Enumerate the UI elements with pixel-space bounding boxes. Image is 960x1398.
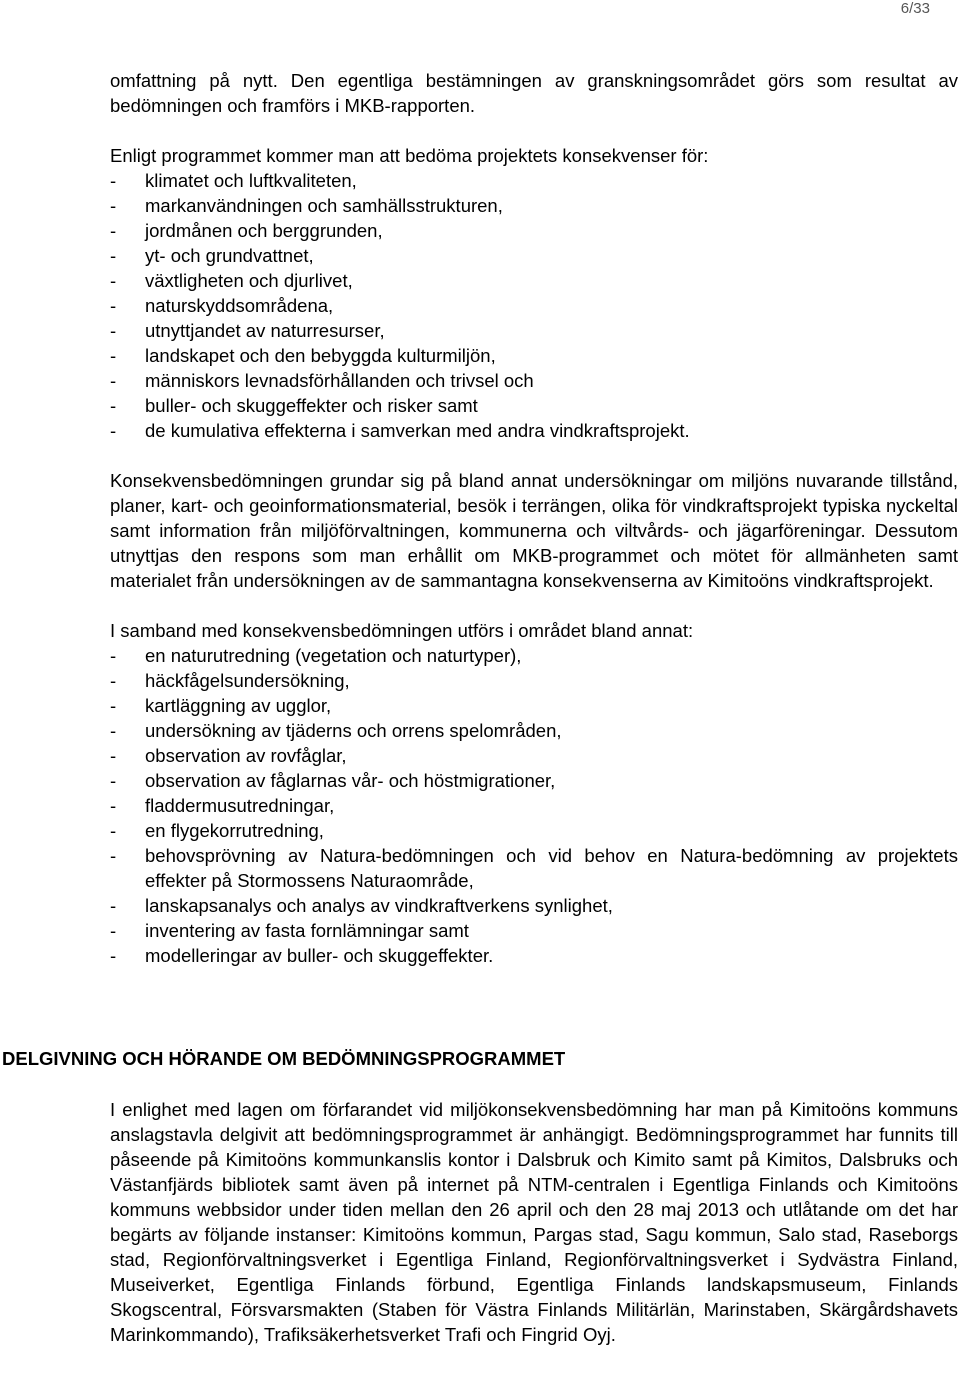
list-item: - modelleringar av buller- och skuggeffekter.: [110, 943, 958, 968]
list-item: - markanvändningen och samhällsstrukturen,: [110, 193, 958, 218]
list-item: - kartläggning av ugglor,: [110, 693, 958, 718]
studies-list: [110, 643, 958, 968]
list-item: - jordmånen och berggrunden,: [110, 218, 958, 243]
assessment-paragraph: Konsekvensbedömningen grundar sig på bland annat undersökningar om miljöns nuvarande tillstånd, planer, kart- och geoinformationsmaterial, besök i terrängen, olika för vindkraftsprojekt typiska nyckeltal samt information från miljöförvaltningen, kommunerna och viltvårds- och jägarföreningar. Dessutom utnyttjas den respons som man erhållit om MKB-programmet och mötet för allmänheten samt materialet från undersökningen av de sammantagna konsekvenserna av Kimitoöns vindkraftsprojekt.: [110, 470, 958, 591]
list-item: - klimatet och luftkvaliteten,: [110, 168, 958, 193]
intro-paragraph: omfattning på nytt. Den egentliga bestämningen av granskningsområdet görs som resultat av bedömningen och framförs i MKB-rapporten.: [110, 70, 958, 116]
list-item: - buller- och skuggeffekter och risker samt: [110, 393, 958, 418]
section-heading: DELGIVNING OCH HÖRANDE OM BEDÖMNINGSPROGRAMMET: [2, 1048, 566, 1069]
list-item: - undersökning av tjäderns och orrens spelområden,: [110, 718, 958, 743]
list-item: - inventering av fasta fornlämningar samt: [110, 918, 958, 943]
list-item: - människors levnadsförhållanden och trivsel och: [110, 368, 958, 393]
page-number: 6/33: [900, 0, 930, 17]
list-item: - häckfågelsundersökning,: [110, 668, 958, 693]
section-paragraph: I enlighet med lagen om förfarandet vid miljökonsekvensbedömning har man på Kimitoöns kommuns anslagstavla delgivit att bedömningsprogrammet är anhängigt. Bedömningsprogrammet har funnits till påseende på Kimitoöns kommunkanslis kontor i Dalsbruk och Kimito samt på Kimitos, Dalsbruks och Västanfjärds bibliotek samt även på internet på NTM-centralen i Egentliga Finlands och Kimitoöns kommuns webbsidor under tiden mellan den 26 april och den 28 maj 2013 och utlåtande om det har begärts av följande instanser: Kimitoöns kommun, Pargas stad, Sagu kommun, Salo stad, Raseborgs stad, Regionförvaltningsverket i Egentliga Finland, Regionförvaltningsverket i Sydvästra Finland, Museiverket, Egentliga Finlands förbund, Egentliga Finlands landskapsmuseum, Finlands Skogscentral, Försvarsmakten (Staben för Västra Finlands Militärlän, Marinstaben, Skärgårdshavets Marinkommando), Trafiksäkerhetsverket Trafi och Fingrid Oyj.: [110, 1099, 958, 1345]
list-item: - yt- och grundvattnet,: [110, 243, 958, 268]
list-item: - växtligheten och djurlivet,: [110, 268, 958, 293]
list-item: - en flygekorrutredning,: [110, 818, 958, 843]
page-content: [110, 68, 958, 968]
list-item: - naturskyddsområdena,: [110, 293, 958, 318]
studies-lead: I samband med konsekvensbedömningen utförs i området bland annat:: [110, 620, 694, 641]
list-item: - behovsprövning av Natura-bedömningen och vid behov en Natura-bedömning av projektets effekter på Stormossens Naturaområde,: [110, 843, 958, 893]
list-item: - landskapet och den bebyggda kulturmiljön,: [110, 343, 958, 368]
list-item: - en naturutredning (vegetation och naturtyper),: [110, 643, 958, 668]
consequences-list: [110, 168, 958, 443]
list-item: - fladdermusutredningar,: [110, 793, 958, 818]
list-item: - lanskapsanalys och analys av vindkraftverkens synlighet,: [110, 893, 958, 918]
list-item: - observation av fåglarnas vår- och höstmigrationer,: [110, 768, 958, 793]
list-item: - utnyttjandet av naturresurser,: [110, 318, 958, 343]
list-item: - de kumulativa effekterna i samverkan med andra vindkraftsprojekt.: [110, 418, 958, 443]
list-item: - observation av rovfåglar,: [110, 743, 958, 768]
consequences-lead: Enligt programmet kommer man att bedöma projektets konsekvenser för:: [110, 145, 709, 166]
